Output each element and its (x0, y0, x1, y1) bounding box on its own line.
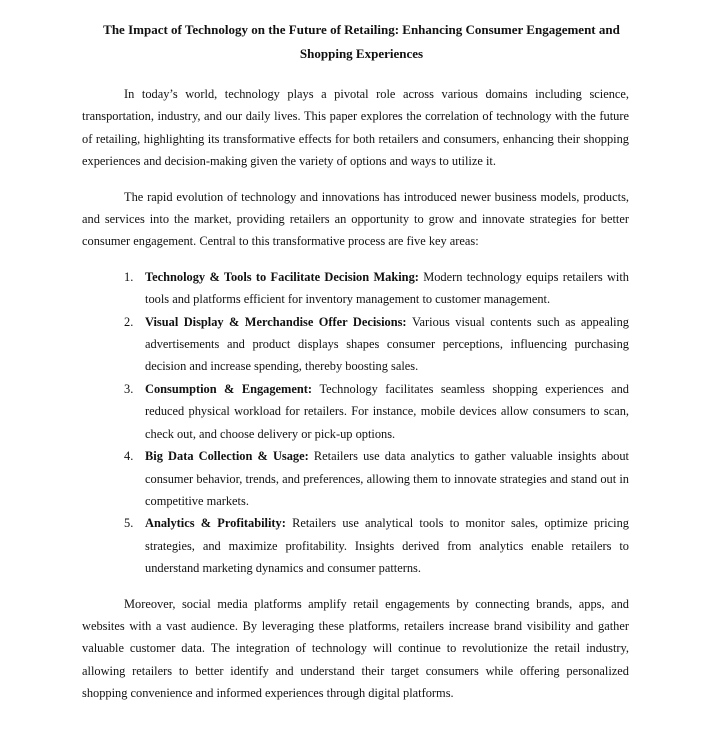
list-item (82, 266, 629, 311)
intro-paragraph: In today’s world, technology plays a pivotal role across various domains including science, transportation, industry, and our daily lives. This paper explores the correlation of technology with the future of retailing, highlighting its transformative effects for both retailers and consumers, enhancing their shopping experiences and decision-making given the variety of options and ways to utilize it. (82, 87, 629, 169)
list-item-text: Various visual contents such as appealing advertisements and product displays shapes consumer perceptions, influencing purchasing decision and increase spending, thereby boosting sales. (145, 314, 629, 374)
list-item-term: Big Data Collection & Usage: (145, 449, 314, 464)
closing-paragraph: Moreover, social media platforms amplify retail engagements by connecting brands, apps, and websites with a vast audience. By leveraging these platforms, retailers increase brand visibility and gather valuable customer data. The integration of technology will continue to revolutionize the retail industry, allowing retailers to better identify and understand their target consumers while offering personalized shopping convenience and informed experiences through digital platforms. (82, 596, 629, 701)
list-item-text: Retailers use data analytics to gather valuable insights about consumer behavior, trends, and preferences, allowing them to innovate strategies and stand out in competitive markets. (145, 449, 629, 508)
list-item-number: 5. (124, 516, 134, 531)
list-item-text: Retailers use analytical tools to monitor sales, optimize pricing strategies, and maximize profitability. Insights derived from analytics enable retailers to understand marketing dynamics and consumer patterns. (145, 516, 629, 576)
list-item-text: Technology facilitates seamless shopping experiences and reduced physical workload for retailers. For instance, mobile devices allow consumers to scan, check out, and choose delivery or pick-up options. (145, 381, 629, 441)
list-item (82, 445, 629, 512)
list-item-term: Visual Display & Merchandise Offer Decisions: (145, 314, 412, 329)
context-paragraph: The rapid evolution of technology and innovations has introduced newer business models, products, and services into the market, providing retailers an opportunity to grow and innovate strategies for better consumer engagement. Central to this transformative process are five key areas: (82, 189, 629, 249)
document-page (82, 18, 629, 705)
list-item-number: 3. (124, 381, 134, 396)
key-areas-list (82, 266, 629, 580)
document-title: The Impact of Technology on the Future of Retailing: Enhancing Consumer Engagement and Shopping Experiences (103, 22, 620, 61)
list-item-term: Consumption & Engagement: (145, 381, 320, 396)
list-item-number: 1. (124, 269, 134, 284)
list-item-term: Analytics & Profitability: (145, 516, 293, 531)
list-item-term: Technology & Tools to Facilitate Decision Making: (145, 269, 424, 284)
list-item-number: 4. (124, 449, 134, 464)
list-item-number: 2. (124, 314, 134, 329)
list-item (82, 311, 629, 378)
list-item-text: Modern technology equips retailers with tools and platforms efficient for inventory management to customer management. (145, 269, 629, 307)
list-item (82, 512, 629, 579)
list-item (82, 378, 629, 445)
